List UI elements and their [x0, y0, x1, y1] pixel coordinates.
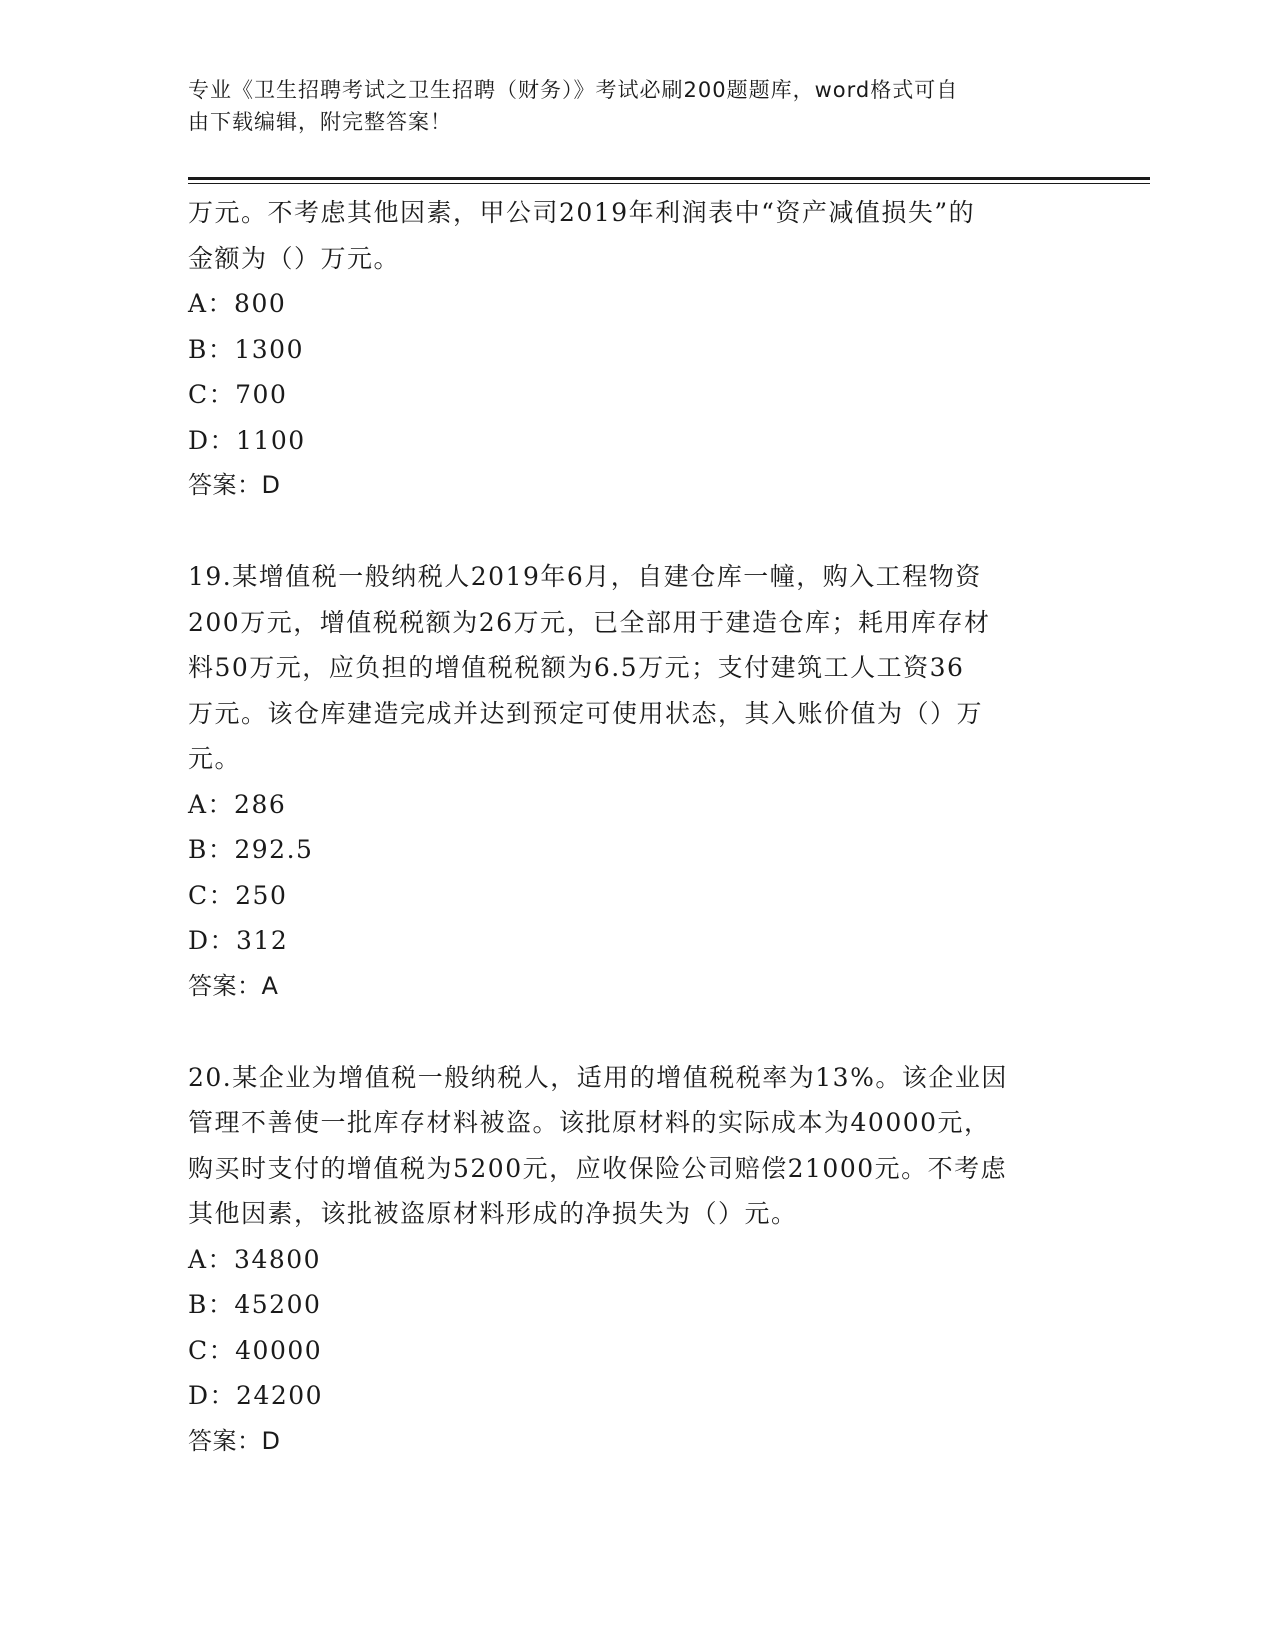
header-divider-thin	[188, 183, 1150, 184]
question-18-option-b: B：1300	[188, 334, 304, 364]
question-18	[188, 190, 1068, 509]
question-18-option-c: C：700	[188, 380, 288, 409]
question-18-stem-line: 金额为（）万元。	[188, 243, 401, 273]
question-19-stem-line: 19.某增值税一般纳税人2019年6月，自建仓库一幢，购入工程物资	[188, 562, 982, 591]
question-19-stem-line: 料50万元，应负担的增值税税额为6.5万元；支付建筑工人工资36	[188, 653, 965, 682]
question-19-option-d: D：312	[188, 926, 289, 955]
question-19	[188, 554, 1068, 1009]
question-19-stem-line: 200万元，增值税税额为26万元，已全部用于建造仓库；耗用库存材	[188, 607, 991, 637]
question-18-answer: 答案：D	[188, 471, 281, 499]
question-19-option-a: A：286	[188, 789, 287, 819]
question-20-stem-line: 其他因素，该批被盗原材料形成的净损失为（）元。	[188, 1199, 798, 1228]
question-19-option-c: C：250	[188, 880, 288, 910]
question-spacer	[188, 509, 1068, 555]
question-20-stem-line: 管理不善使一批库存材料被盗。该批原材料的实际成本为40000元，	[188, 1108, 991, 1137]
question-20-option-d: D：24200	[188, 1381, 324, 1410]
question-20	[188, 1055, 1068, 1465]
question-18-option-a: A：800	[188, 289, 287, 318]
question-19-answer: 答案：A	[188, 971, 279, 1000]
question-20-option-a: A：34800	[188, 1244, 322, 1274]
question-20-option-c: C：40000	[188, 1335, 323, 1365]
question-spacer	[188, 1009, 1068, 1055]
page-header	[188, 74, 1068, 138]
header-line-1: 专业《卫生招聘考试之卫生招聘（财务）》考试必刷200题题库，word格式可自	[188, 78, 959, 102]
question-19-option-b: B：292.5	[188, 835, 314, 864]
question-20-stem-line: 购买时支付的增值税为5200元，应收保险公司赔偿21000元。不考虑	[188, 1153, 1008, 1183]
question-19-stem-line: 元。	[188, 744, 242, 773]
question-19-stem-line: 万元。该仓库建造完成并达到预定可使用状态，其入账价值为（）万	[188, 698, 984, 728]
header-line-2: 由下载编辑，附完整答案！	[188, 110, 452, 134]
question-20-stem-line: 20.某企业为增值税一般纳税人，适用的增值税税率为13%。该企业因	[188, 1062, 1008, 1092]
question-20-option-b: B：45200	[188, 1290, 322, 1319]
question-18-stem-line: 万元。不考虑其他因素，甲公司2019年利润表中“资产减值损失”的	[188, 198, 976, 227]
header-divider-thick	[188, 177, 1150, 180]
question-18-option-d: D：1100	[188, 425, 306, 455]
question-20-answer: 答案：D	[188, 1426, 281, 1455]
question-content	[188, 190, 1068, 1464]
